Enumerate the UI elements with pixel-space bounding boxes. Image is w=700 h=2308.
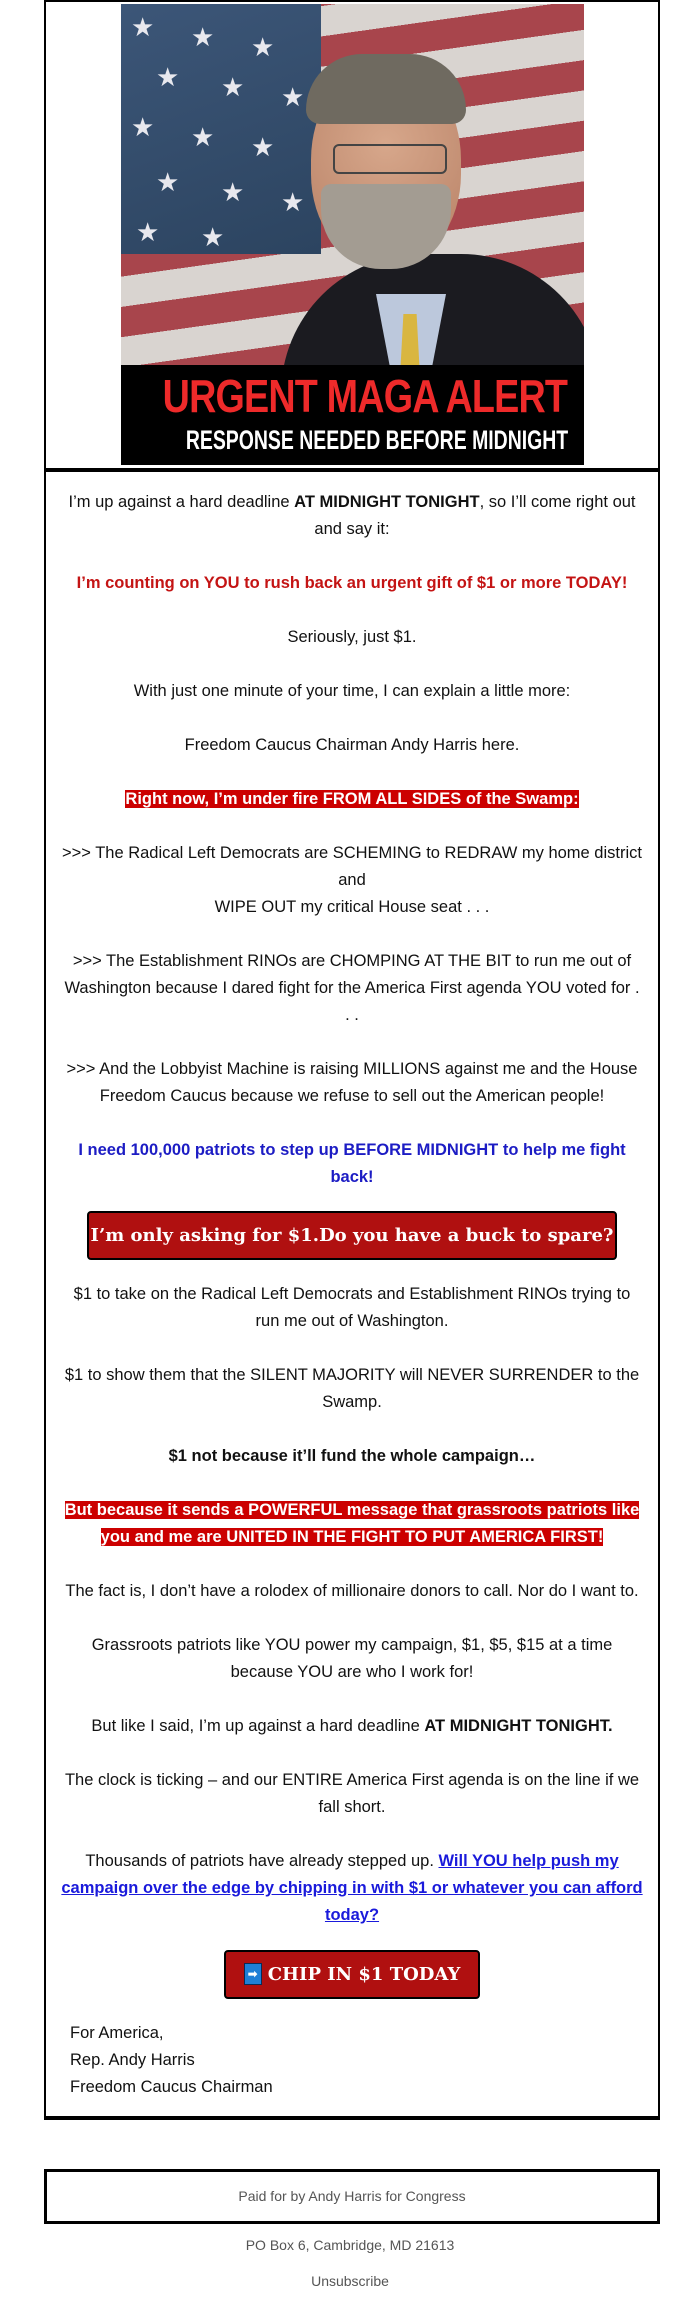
signer-name: Rep. Andy Harris	[70, 2051, 195, 2069]
text: But like I said, I’m up against a hard deadline	[91, 1717, 425, 1735]
highlighted-text: But because it sends a POWERFUL message that grassroots patriots like you and me are UNITED IN THE FIGHT TO PUT AMERICA FIRST!	[64, 1501, 640, 1546]
unsubscribe-link[interactable]: Unsubscribe	[311, 2273, 389, 2289]
hero-image[interactable]	[121, 4, 584, 465]
paragraph: The fact is, I don’t have a rolodex of millionaire donors to call. Nor do I want to.	[65, 1582, 639, 1600]
signer-title: Freedom Caucus Chairman	[70, 2078, 273, 2096]
donate-link[interactable]: Will YOU help push my campaign over the edge by chipping in with $1 or whatever you can afford today?	[61, 1852, 643, 1924]
signature	[60, 2020, 644, 2101]
alert-banner	[121, 365, 584, 465]
text: , so I’ll come right out and say it:	[314, 493, 636, 538]
paragraph: The clock is ticking – and our ENTIRE America First agenda is on the line if we fall short.	[64, 1771, 640, 1816]
paragraph	[60, 1443, 644, 1470]
arrow-right-icon: ➡	[244, 1963, 262, 1985]
bold-text: AT MIDNIGHT TONIGHT	[294, 493, 480, 511]
chip-in-button[interactable]	[224, 1950, 481, 1999]
text: I’m up against a hard deadline	[68, 493, 295, 511]
highlighted-text: Right now, I’m under fire FROM ALL SIDES of the Swamp:	[125, 790, 579, 808]
flag-canton: ★ ★ ★ ★ ★ ★ ★ ★ ★ ★ ★ ★ ★ ★	[121, 4, 321, 254]
paragraph	[60, 786, 644, 813]
text: Thousands of patriots have already stepped up.	[85, 1852, 439, 1870]
paragraph	[60, 1497, 644, 1551]
signoff: For America,	[70, 2024, 164, 2042]
paragraph	[60, 840, 644, 921]
paragraph: With just one minute of your time, I can explain a little more:	[133, 682, 571, 700]
donate-one-dollar-button[interactable]: I’m only asking for $1.Do you have a buck to spare?	[87, 1211, 617, 1260]
mailing-address: PO Box 6, Cambridge, MD 21613	[245, 2237, 455, 2253]
paragraph: >>> And the Lobbyist Machine is raising MILLIONS against me and the House Freedom Caucus because we refuse to sell out the American people!	[66, 1060, 638, 1105]
text: >>> The Radical Left Democrats are SCHEMING to REDRAW my home district and	[62, 844, 642, 889]
banner-subheadline: RESPONSE NEEDED BEFORE MIDNIGHT	[185, 425, 569, 455]
person-hair	[306, 54, 466, 124]
text: WIPE OUT my critical House seat . . .	[214, 898, 490, 916]
paragraph: $1 to take on the Radical Left Democrats and Establishment RINOs trying to run me out of Washington.	[73, 1285, 631, 1330]
blue-callout: I need 100,000 patriots to step up BEFORE MIDNIGHT to help me fight back!	[78, 1141, 626, 1186]
email-container	[44, 0, 660, 2120]
person-glasses	[333, 144, 447, 174]
paragraph: Seriously, just $1.	[287, 628, 417, 646]
paragraph	[60, 489, 644, 543]
paragraph: >>> The Establishment RINOs are CHOMPING AT THE BIT to run me out of Washington because I dared fight for the America First agenda YOU voted for . . .	[64, 952, 640, 1024]
paid-for-disclaimer: Paid for by Andy Harris for Congress	[44, 2169, 660, 2224]
paragraph: Grassroots patriots like YOU power my campaign, $1, $5, $15 at a time because YOU are who I work for!	[91, 1636, 613, 1681]
paragraph: Freedom Caucus Chairman Andy Harris here.	[184, 736, 520, 754]
chip-in-label: CHIP IN $1 TODAY	[267, 1964, 461, 1985]
paragraph	[60, 1713, 644, 1740]
hero-section	[46, 2, 658, 472]
bold-text: AT MIDNIGHT TONIGHT.	[424, 1717, 613, 1735]
email-body	[46, 472, 658, 2116]
banner-headline: URGENT MAGA ALERT	[162, 370, 568, 422]
paragraph: $1 to show them that the SILENT MAJORITY will NEVER SURRENDER to the Swamp.	[64, 1366, 640, 1411]
bold-text: $1 not because it’ll fund the whole campaign…	[168, 1447, 536, 1465]
red-callout: I’m counting on YOU to rush back an urgent gift of $1 or more TODAY!	[76, 574, 628, 592]
paragraph	[60, 1848, 644, 1929]
